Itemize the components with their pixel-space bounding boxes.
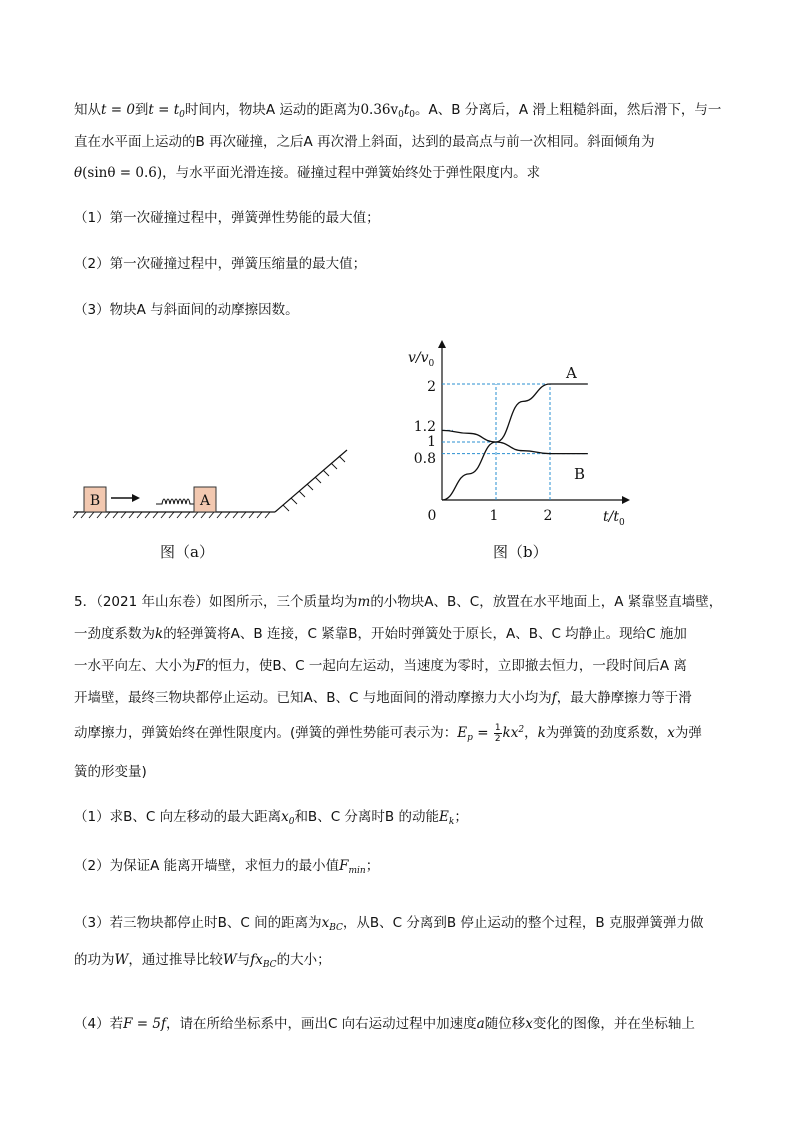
axes <box>442 348 622 500</box>
text: 开墙壁，最终三物块都停止运动。已知A、B、C 与地面间的滑动摩擦力大小均为 <box>74 690 552 706</box>
text: 一劲度系数为 <box>74 626 155 642</box>
y-axis-label: $v/v_0$ <box>408 350 435 369</box>
y-tick-label: 0.8 <box>413 451 436 467</box>
x-axis-arrow-icon <box>622 496 630 504</box>
paragraph-line-1 <box>74 100 721 125</box>
formula-t-t0: $t = t_0$ <box>148 102 185 120</box>
figure-a-diagram <box>70 440 370 520</box>
text: 的小物块A、B、C，放置在水平地面上，A 紧靠竖直墙壁， <box>370 594 723 610</box>
text: 的恒力，使B、C 一起向左运动，当速度为零时，立即撤去恒力，一段时间后A 离 <box>204 658 687 674</box>
subquestion-3-line-1 <box>74 913 703 938</box>
x-tick-label: 2 <box>543 508 553 524</box>
problem-5-line-1 <box>74 592 722 612</box>
figure-b-caption: 图（b） <box>493 543 548 561</box>
formula-ep: $E_p$ <box>457 725 473 743</box>
y-axis-arrow-icon <box>438 340 446 348</box>
figure-b-chart <box>390 340 630 560</box>
text: ，通过推导比较 <box>128 952 223 968</box>
text: ，与水平面光滑连接。碰撞过程中弹簧始终处于弹性限度内。求 <box>162 165 541 181</box>
text: 变化的图像，并在坐标轴上 <box>532 1016 695 1032</box>
formula-t0: t = 0 <box>101 102 135 118</box>
text: （3）若三物块都停止时B、C 间的距离为 <box>74 915 322 931</box>
y-tick-label: 2 <box>427 379 436 395</box>
text: 为弹 <box>674 725 702 741</box>
text: （1）求B、C 向左移动的最大距离 <box>74 809 282 825</box>
var-x: x <box>525 1016 533 1032</box>
figure-a-caption: 图（a） <box>160 543 214 561</box>
y-tick-label: 1 <box>427 434 436 450</box>
text: = <box>477 725 489 741</box>
text: 。A、B 分离后，A 滑上粗糙斜面，然后滑下，与一 <box>415 102 722 118</box>
text: （2）为保证A 能离开墙壁，求恒力的最小值 <box>74 858 340 874</box>
formula-distance: $0.36v_0t_0$ <box>360 102 416 120</box>
formula-kx2: $kx^2$ <box>502 725 525 741</box>
var-k: k <box>537 725 546 741</box>
text: 一水平向左、大小为 <box>74 658 196 674</box>
text: 和B、C 分离时B 的动能 <box>294 809 439 825</box>
text: 随位移 <box>484 1016 526 1032</box>
x-axis-label: $t/t_0$ <box>603 509 625 528</box>
subquestion-1 <box>74 807 468 832</box>
text: ，请在所给坐标系中，画出C 向右运动过程中加速度 <box>165 1016 477 1032</box>
text: 的大小； <box>276 952 331 968</box>
var-F: F <box>195 658 205 674</box>
text: 动摩擦力，弹簧始终在弹性限度内。(弹簧的弹性势能可表示为： <box>74 725 458 741</box>
formula-fxbc: $fx_{BC}$ <box>250 952 277 970</box>
text: 时间内，物块A 运动的距离为 <box>184 102 361 118</box>
text: 的功为 <box>74 952 115 968</box>
formula-xbc: $x_{BC}$ <box>321 915 343 933</box>
curve-b-label: B <box>574 465 586 483</box>
formula-x0: $x_0$ <box>281 809 295 827</box>
subquestion-4 <box>74 1014 695 1034</box>
var-m: m <box>357 594 371 610</box>
y-tick-label: 1.2 <box>413 419 436 435</box>
text: 的轻弹簧将A、B 连接，C 紧靠B，开始时弹簧处于原长，A、B、C 均静止。现给C 施加 <box>163 626 687 642</box>
formula-ek: $E_k$ <box>438 809 455 827</box>
var-k: k <box>155 626 164 642</box>
question-3: （3）物块A 与斜面间的动摩擦因数。 <box>74 302 299 318</box>
var-f: f <box>551 690 557 706</box>
formula-fmin: $F_{min}$ <box>339 858 366 876</box>
block-a-label: A <box>199 493 211 509</box>
text: ； <box>365 858 380 874</box>
problem-5-line-4 <box>74 688 692 708</box>
problem-5-line-5 <box>74 720 702 748</box>
text: 到 <box>134 102 149 118</box>
text: ； <box>454 809 468 825</box>
text: 与 <box>236 952 251 968</box>
text: 5．（2021 年山东卷）如图所示，三个质量均为 <box>74 594 358 610</box>
question-2: （2）第一次碰撞过程中，弹簧压缩量的最大值； <box>74 256 367 272</box>
formula-sin: (sinθ = 0.6) <box>82 165 163 181</box>
text: （4）若 <box>74 1016 124 1032</box>
text: 为弹簧的劲度系数， <box>545 725 668 741</box>
text: ，从B、C 分离到B 停止运动的整个过程，B 克服弹簧弹力做 <box>342 915 704 931</box>
curve-a-label: A <box>566 364 577 382</box>
spring-icon <box>156 499 194 504</box>
var-W: W <box>114 952 129 968</box>
block-b-label: B <box>89 493 101 509</box>
fraction-half: $\frac{1}{2}$ <box>494 722 501 744</box>
problem-5-line-6: 簧的形变量) <box>74 764 147 780</box>
text: 知从 <box>74 102 101 118</box>
text: ，最大静摩擦力等于滑 <box>556 690 692 706</box>
var-W: W <box>222 952 237 968</box>
guide-lines <box>442 384 588 500</box>
problem-5-line-2 <box>74 624 687 644</box>
question-1: （1）第一次碰撞过程中，弹簧弹性势能的最大值； <box>74 210 380 226</box>
subquestion-2 <box>74 856 379 881</box>
problem-5-line-3 <box>74 656 687 676</box>
arrowhead-icon <box>132 494 140 502</box>
paragraph-line-3 <box>74 163 540 183</box>
formula-theta: θ <box>74 165 83 181</box>
var-a: a <box>476 1016 485 1032</box>
subquestion-3-line-2 <box>74 950 331 975</box>
paragraph-line-2: 直在水平面上运动的B 再次碰撞，之后A 再次滑上斜面，达到的最高点与前一次相同。斜面倾角为 <box>74 134 655 150</box>
text: ， <box>524 725 538 741</box>
formula-f-5f: F = 5f <box>123 1016 166 1032</box>
x-tick-label: 1 <box>489 508 499 524</box>
var-x: x <box>667 725 675 741</box>
origin-label: 0 <box>427 508 437 524</box>
